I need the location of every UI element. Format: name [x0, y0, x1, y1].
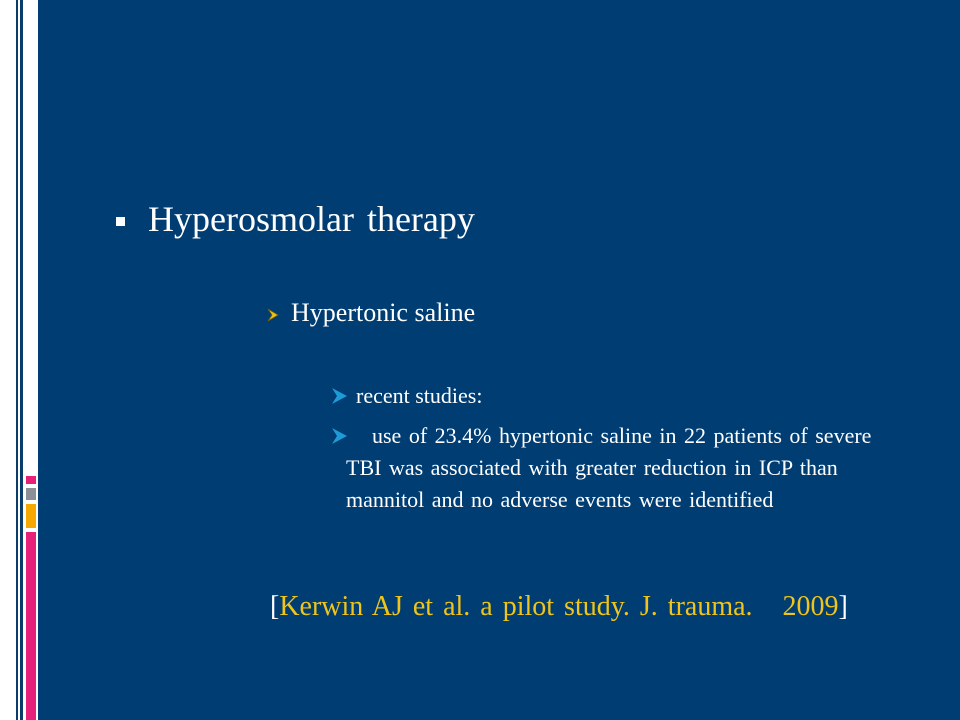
bullet-level2-text: Hypertonic saline [291, 298, 476, 327]
deco-pink-bar [26, 532, 36, 720]
deco-vertical-line [20, 0, 23, 720]
citation [270, 590, 848, 624]
deco-orange-bar [26, 504, 36, 528]
bullet-level3-text: recent studies: [356, 383, 483, 408]
deco-vertical-line [16, 0, 18, 720]
bullet-level3 [330, 380, 890, 412]
citation-close-bracket: ] [838, 591, 848, 622]
bullet-level3-text: use of 23.4% hypertonic saline in 22 patients of severe TBI was associated with greater reduction in ICP than mannitol and no adverse events were identified [346, 423, 872, 512]
arrowhead-bullet-icon [266, 308, 282, 322]
bullet-level1-text: Hyperosmolar therapy [148, 199, 475, 239]
square-bullet-icon [116, 217, 125, 226]
arrowhead-bullet-icon [330, 387, 350, 405]
deco-pink-bar [26, 476, 36, 484]
bullet-level3 [330, 420, 890, 550]
deco-gray-bar [26, 488, 36, 500]
citation-text: Kerwin AJ et al. a pilot study. J. trauma. [279, 591, 753, 622]
citation-year: 2009 [782, 591, 839, 622]
citation-open-bracket: [ [270, 591, 280, 622]
